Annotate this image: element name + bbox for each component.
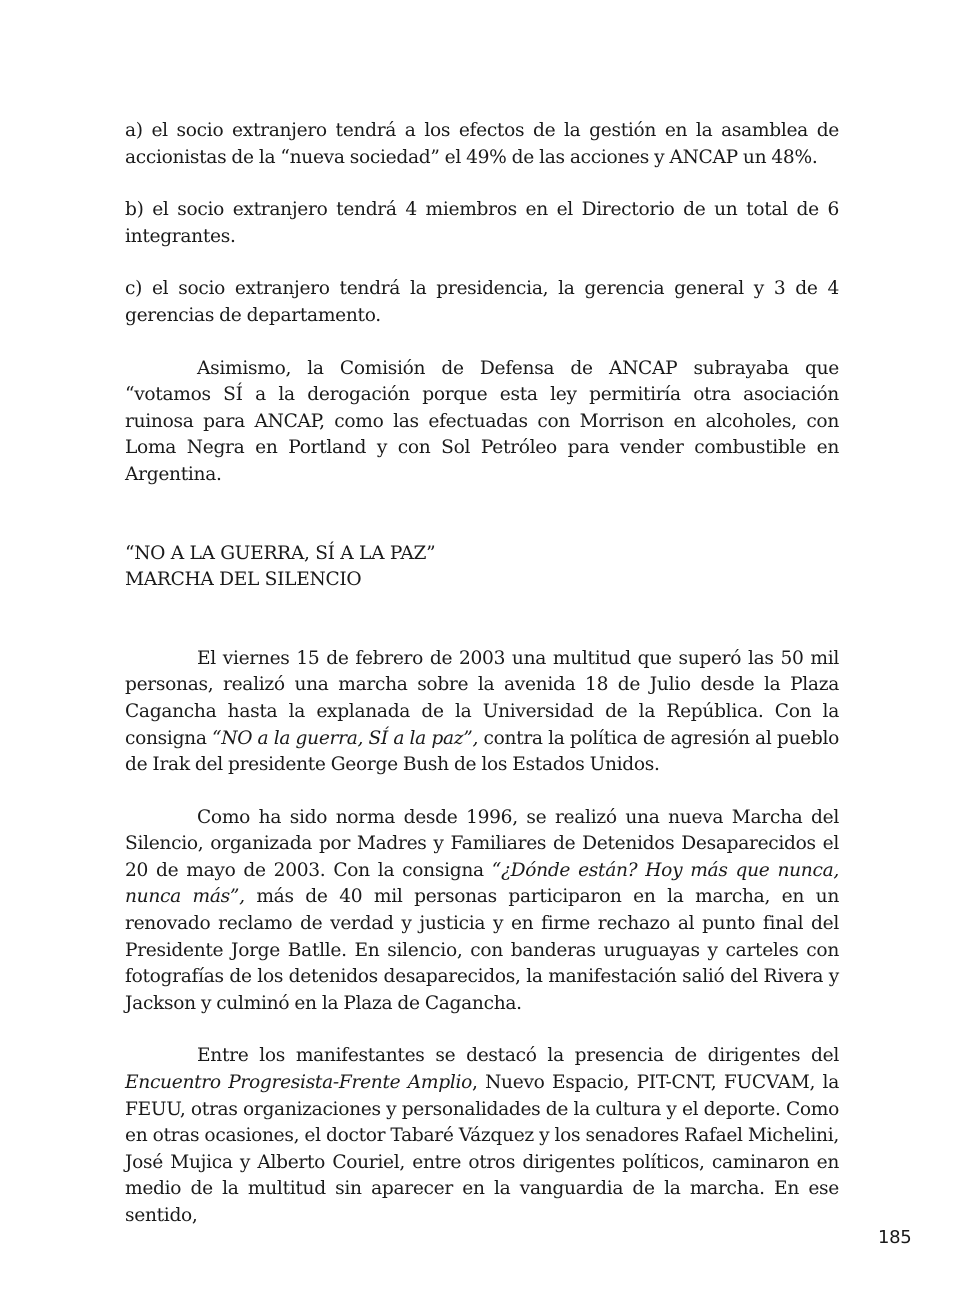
- paragraph-como: [125, 805, 839, 1018]
- paragraph-viernes-text-2: contra la política de agresión al pueblo de Irak del presidente George Bush de los Estados Unidos.: [125, 727, 839, 776]
- paragraph-asimismo: Asimismo, la Comisión de Defensa de ANCAP subrayaba que “votamos SÍ a la derogación porque esta ley permitiría otra asociación ruinosa para ANCAP, como las efectuadas con Morrison en alcoholes, con Loma Negra en Portland y con Sol Petróleo para vender combustible en Argentina.: [125, 357, 839, 485]
- paragraph-entre-text-1: Entre los manifestantes se destacó la presencia de dirigentes del: [197, 1045, 839, 1067]
- list-item-a: a) el socio extranjero tendrá a los efectos de la gestión en la asamblea de accionistas de la “nueva sociedad” el 49% de las acciones y ANCAP un 48%.: [125, 120, 839, 168]
- page-number: 185: [878, 1227, 912, 1248]
- paragraph-viernes-text-1: El viernes 15 de febrero de 2003 una multitud que superó las 50 mil personas, realizó una marcha sobre la avenida 18 de Julio desde la Plaza Cagancha hasta la explanada de la Universidad de la República. Con la consigna: [125, 647, 839, 749]
- paragraph-como-text-1: Como ha sido norma desde 1996, se realizó una nueva Marcha del Silencio, organizada por Madres y Familiares de Detenidos Desaparecidos el 20 de mayo de 2003. Con la consigna: [125, 806, 839, 881]
- page-body: [125, 118, 839, 1230]
- paragraph-viernes: [125, 646, 839, 779]
- list-item-b: b) el socio extranjero tendrá 4 miembros en el Directorio de un total de 6 integrantes.: [125, 199, 839, 247]
- section-heading-line-1: “NO A LA GUERRA, SÍ A LA PAZ”: [125, 542, 436, 564]
- paragraph-entre: [125, 1043, 839, 1229]
- paragraph-como-quote: “¿Dónde están? Hoy más que nunca, nunca más”,: [125, 859, 839, 908]
- paragraph-entre-italic: Encuentro Progresista-Frente Amplio: [125, 1072, 473, 1094]
- section-heading-line-2: MARCHA DEL SILENCIO: [125, 569, 362, 591]
- paragraph-viernes-quote: “NO a la guerra, SÍ a la paz”,: [212, 727, 479, 749]
- section-heading: [125, 541, 839, 594]
- paragraph-entre-text-2: , Nuevo Espacio, PIT-CNT, FUCVAM, la FEUU, otras organizaciones y personalidades de la cultura y el deporte. Como en otras ocasiones, el doctor Tabaré Vázquez y los senadores Rafael Michelini, José Mujica y Alberto Couriel, entre otros dirigentes políticos, caminaron en medio de la multitud sin aparecer en la vanguardia de la marcha. En ese sentido,: [125, 1072, 839, 1226]
- list-item-c: c) el socio extranjero tendrá la presidencia, la gerencia general y 3 de 4 gerencias de departamento.: [125, 278, 839, 326]
- paragraph-como-text-2: más de 40 mil personas participaron en la marcha, en un renovado reclamo de verdad y justicia y en firme rechazo al punto final del Presidente Jorge Batlle. En silencio, con banderas uruguayas y carteles con fotografías de los detenidos desaparecidos, la manifestación salió del Rivera y Jackson y culminó en la Plaza de Cagancha.: [125, 886, 839, 1014]
